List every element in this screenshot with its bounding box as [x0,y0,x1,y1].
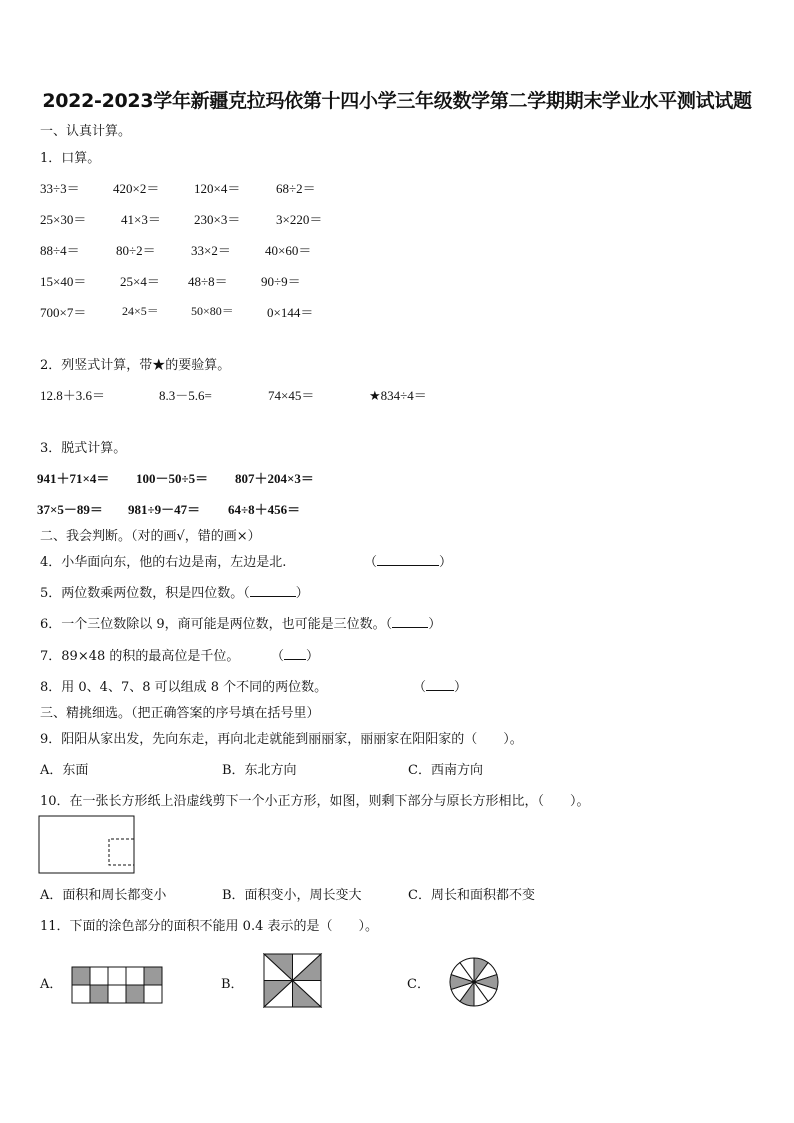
grid-cell-shaded [144,967,162,985]
q1-r2-c4: 3×220＝ [276,212,323,227]
q11-circle-figure [446,956,502,1008]
q1-r1-c3: 120×4＝ [194,181,241,196]
q10-rectangle-figure [38,815,136,875]
q1-r2-c2: 41×3＝ [121,212,161,227]
q1-r2-c3: 230×3＝ [194,212,241,227]
q11-grid-figure [71,966,165,1004]
q9-text: 9．阳阳从家出发，先向东走，再向北走就能到丽丽家，丽丽家在阳阳家的（ ）。 [40,732,523,747]
q1-label: 1．口算。 [40,151,101,166]
q10-option-b: B．面积变小，周长变大 [222,888,362,903]
grid-cell [90,967,108,985]
q3-r2-c2: 981÷9－47＝ [128,502,201,517]
q10-option-c: C．周长和面积都不变 [408,888,535,903]
q1-r4-c1: 15×40＝ [40,274,87,289]
grid-cell [108,985,126,1003]
q1-r3-c4: 40×60＝ [265,243,312,258]
judge-6: 6．一个三位数除以 9，商可能是两位数，也可能是三位数。（ ） [40,617,442,632]
answer-blank[interactable] [377,553,439,566]
judge-4-text: 4．小华面向东，他的右边是南，左边是北. [40,555,287,570]
q2-label: 2．列竖式计算，带★的要验算。 [40,358,231,373]
q1-r5-c1: 700×7＝ [40,305,87,320]
section-1-heading: 一、认真计算。 [40,124,132,139]
answer-blank[interactable] [392,615,428,628]
q11-option-c-label: C． [407,977,430,992]
judge-7-text: 7．89×48 的积的最高位是千位。 [40,649,240,664]
q1-r4-c4: 90÷9＝ [261,274,301,289]
judge-4-answer: （ ） [364,555,453,570]
q2-item-4: ★834÷4＝ [369,388,427,403]
grid-cell [126,967,144,985]
q3-r1-c2: 100－50÷5＝ [136,471,209,486]
grid-cell-shaded [126,985,144,1003]
q11-text: 11．下面的涂色部分的面积不能用 0.4 表示的是（ ）。 [40,919,378,934]
q3-label: 3．脱式计算。 [40,441,127,456]
section-2-heading: 二、我会判断。（对的画√，错的画×） [40,529,261,544]
grid-cell-shaded [72,967,90,985]
grid-cell [72,985,90,1003]
page-title: 2022-2023学年新疆克拉玛依第十四小学三年级数学第二学期期末学业水平测试试题 [42,90,752,112]
q1-r1-c2: 420×2＝ [113,181,160,196]
q1-r4-c3: 48÷8＝ [188,274,228,289]
judge-7-answer: （ ） [271,649,320,664]
q10-option-a: A．面积和周长都变小 [40,888,167,903]
q1-r5-c2: 24×5＝ [122,304,159,318]
original-rectangle [39,816,134,873]
q2-item-1: 12.8＋3.6＝ [40,388,106,403]
section-3-heading: 三、精挑细选。（把正确答案的序号填在括号里） [40,706,320,721]
q1-r4-c2: 25×4＝ [120,274,160,289]
q11-square-figure [263,953,323,1009]
q11-option-a-label: A． [40,977,63,992]
q1-r1-c1: 33÷3＝ [40,181,80,196]
judge-5: 5．两位数乘两位数，积是四位数。（ ） [40,586,309,601]
judge-8-text: 8．用 0、4、7、8 可以组成 8 个不同的两位数。 [40,680,328,695]
grid-cell [108,967,126,985]
q11-option-b-label: B． [221,977,244,992]
q10-text: 10．在一张长方形纸上沿虚线剪下一个小正方形，如图，则剩下部分与原长方形相比，（ ）。 [40,794,590,809]
q3-r1-c1: 941＋71×4＝ [37,471,110,486]
q3-r2-c1: 37×5－89＝ [37,502,103,517]
grid-cell-shaded [90,985,108,1003]
answer-blank[interactable] [250,584,296,597]
answer-blank[interactable] [284,647,306,660]
q1-r2-c1: 25×30＝ [40,212,87,227]
judge-8-answer: （ ） [413,680,468,695]
q1-r3-c3: 33×2＝ [191,243,231,258]
q3-r2-c3: 64÷8＋456＝ [228,502,301,517]
q1-r3-c2: 80÷2＝ [116,243,156,258]
dashed-cut-square [109,839,134,865]
q2-item-3: 74×45＝ [268,388,315,403]
q1-r3-c1: 88÷4＝ [40,243,80,258]
grid-cell [144,985,162,1003]
q9-option-b: B．东北方向 [222,763,297,778]
q1-r1-c4: 68÷2＝ [276,181,316,196]
q1-r5-c4: 0×144＝ [267,305,314,320]
q3-r1-c3: 807＋204×3＝ [235,471,314,486]
q1-r5-c3: 50×80＝ [191,304,234,318]
q9-option-a: A．东面 [40,763,89,778]
q9-option-c: C．西南方向 [408,763,483,778]
answer-blank[interactable] [426,678,454,691]
q2-item-2: 8.3－5.6= [159,388,212,403]
